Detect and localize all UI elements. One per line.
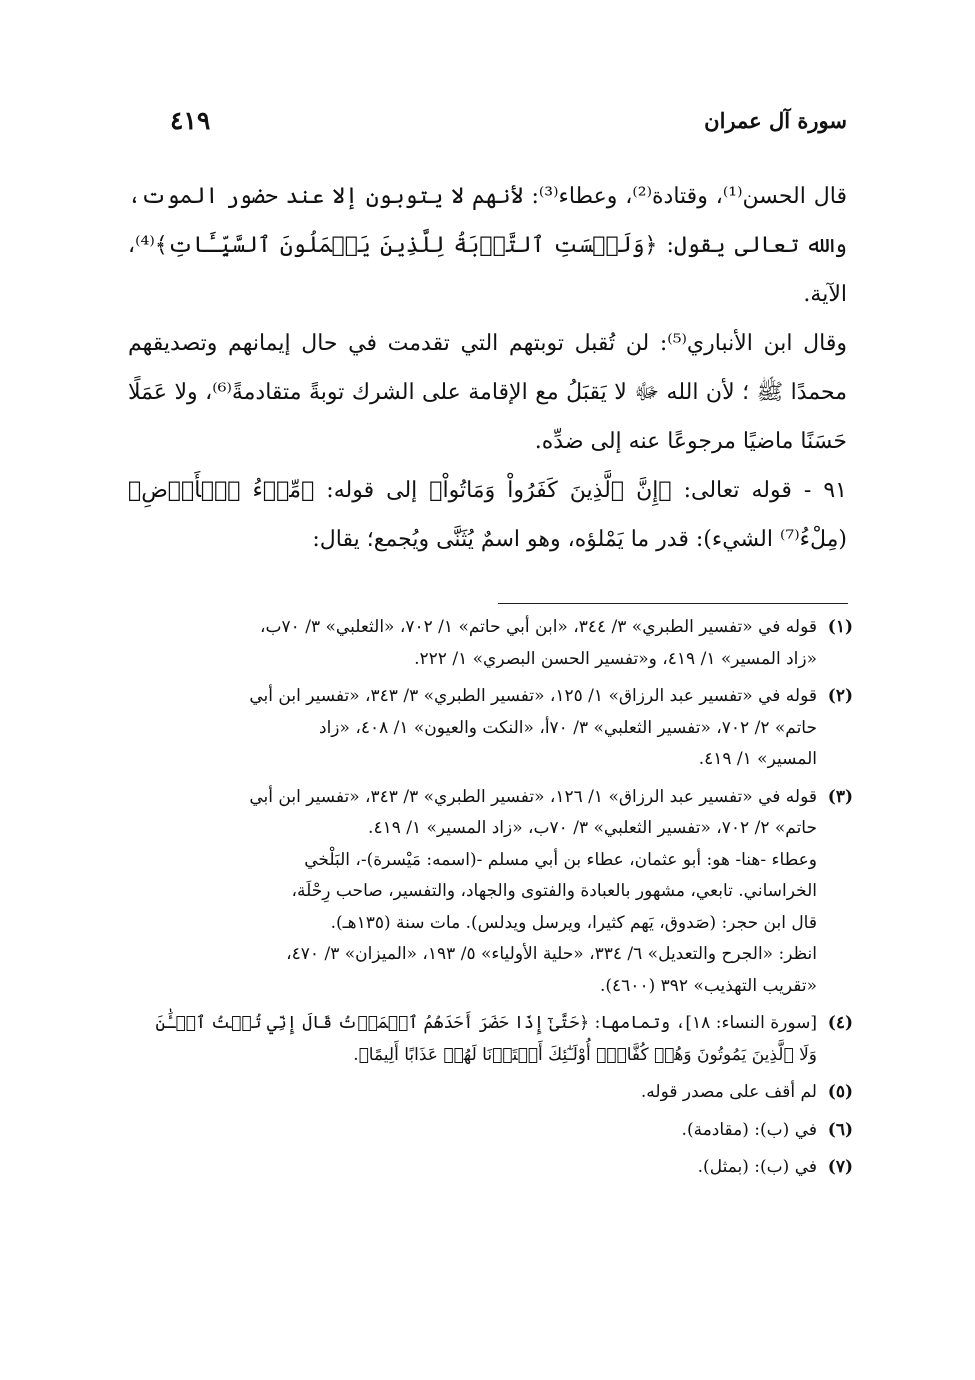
footnote-line: في (ب): (بمثل).	[697, 1157, 817, 1177]
footnote-line: حاتم» ٢/ ٧٠٢، «تفسير الثعلبي» ٣/ ٧٠أ، «النكت والعيون» ١/ ٤٠٨، «زاد	[319, 717, 817, 738]
footnote	[128, 1152, 853, 1184]
footnote-line: قوله في «تفسير الطبري» ٣/ ٣٤٤، «ابن أبي حاتم» ١/ ٧٠٢، «الثعلبي» ٣/ ٧٠ب،	[260, 617, 817, 637]
footnote-line: «زاد المسير» ١/ ٤١٩، و«تفسير الحسن البصري» ١/ ٢٢٢.	[414, 648, 817, 669]
chapter-title: سورة آل عمران	[704, 108, 847, 133]
footnote-number: (٣)	[827, 786, 853, 807]
footnote-number: (٢)	[827, 686, 853, 706]
footnote-number: (٤)	[827, 1013, 853, 1033]
footnote	[128, 681, 853, 776]
footnote-line: حاتم» ٢/ ٧٠٢، «تفسير الثعلبي» ٣/ ٧٠ب، «زاد المسير» ١/ ٤١٩.	[368, 818, 817, 838]
page-header	[130, 108, 847, 148]
footnote-number: (١)	[827, 617, 853, 637]
footnote	[128, 1077, 853, 1109]
paragraph: وقال ابن الأنباري⁽⁵⁾: لن تُقبل توبتهم التي تقدمت في حال إيمانهم وتصديقهم محمدًا ﷺ ؛ لأن الله ﷻ لا يَقبَلُ مع الإقامة على الشرك توبةً متقادمةً⁽⁶⁾، ولا عَمَلًا حَسَنًا ماضيًا مرجوعًا عنه إلى ضدِّه.	[128, 331, 847, 454]
footnote-line: الخراساني. تابعي، مشهور بالعبادة والفتوى والجهاد، والتفسير، صاحب رِحْلَة،	[291, 881, 817, 901]
footnote	[128, 612, 853, 675]
footnote	[128, 1008, 853, 1071]
footnote-line: قوله في «تفسير عبد الرزاق» ١/ ١٢٦، «تفسير الطبري» ٣/ ٣٤٣، «تفسير ابن أبي	[249, 786, 817, 807]
footnote-line: انظر: «الجرح والتعديل» ٦/ ٣٣٤، «حلية الأولياء» ٥/ ١٩٣، «الميزان» ٣/ ٤٧٠،	[286, 944, 817, 964]
main-text	[128, 172, 847, 564]
footnote-line: قوله في «تفسير عبد الرزاق» ١/ ١٢٥، «تفسير الطبري» ٣/ ٣٤٣، «تفسير ابن أبي	[249, 686, 817, 706]
footnote-line: المسير» ١/ ٤١٩.	[698, 749, 817, 769]
footnote-number: (٧)	[827, 1157, 853, 1177]
footnote-line: وَلَا ٱلَّذِينَ يَمُوتُونَ وَهُمۡ كُفَّارٌۚ أُوْلَـٰٓئِكَ أَعۡتَدۡنَا لَهُمۡ عَذَابًا أَلِيمًا﴾.	[353, 1044, 817, 1065]
footnote-line: قال ابن حجر: (صَدوق، يَهم كثيرا، ويرسل ويدلس). مات سنة (١٣٥هـ).	[330, 912, 817, 933]
paragraph: قال الحسن⁽¹⁾، وقتادة⁽²⁾، وعطاء⁽³⁾: لأنهم لا يتوبون إلا عند حضور الموت، والله تعالى يقول: ﴿وَلَيۡسَتِ ٱلتَّوۡبَةُ لِلَّذِينَ يَعۡمَلُونَ ٱلسَّيِّـَٔاتِ﴾⁽⁴⁾، الآية.	[128, 184, 847, 307]
footnote-number: (٥)	[827, 1082, 853, 1102]
footnote-number: (٦)	[827, 1119, 853, 1140]
paragraph: ٩١ - قوله تعالى: ﴿إِنَّ ٱلَّذِينَ كَفَرُواْ وَمَاتُواْ﴾ إلى قوله: ﴿مِّلۡءُ ٱلۡأَرۡضِ﴾ (مِلْءُ⁽⁷⁾ الشيء): قدر ما يَمْلؤه، وهو اسمٌ يُثَنَّى ويُجمع؛ يقال:	[128, 478, 847, 552]
footnote-line: [سورة النساء: ١٨]، وتمامها: ﴿حَتَّىٰٓ إِذَا حَضَرَ أَحَدَهُمُ ٱلۡمَوۡتُ قَالَ إِنِّي تُبۡتُ ٱلۡـَٰٔنَ	[155, 1013, 817, 1033]
page-number: ٤١٩	[170, 106, 211, 135]
footnote-line: في (ب): (مقادمة).	[681, 1119, 817, 1140]
footnote	[128, 1115, 853, 1147]
footnote-line: لم أقف على مصدر قوله.	[640, 1082, 817, 1102]
footnote-divider	[498, 603, 848, 604]
footnote-line: «تقريب التهذيب» ٣٩٢ (٤٦٠٠).	[600, 975, 817, 996]
footnote-line: وعطاء -هنا- هو: أبو عثمان، عطاء بن أبي مسلم -(اسمه: مَيْسرة)-، البَلْخي	[304, 849, 817, 870]
footnotes	[128, 612, 853, 1190]
footnote	[128, 782, 853, 1003]
